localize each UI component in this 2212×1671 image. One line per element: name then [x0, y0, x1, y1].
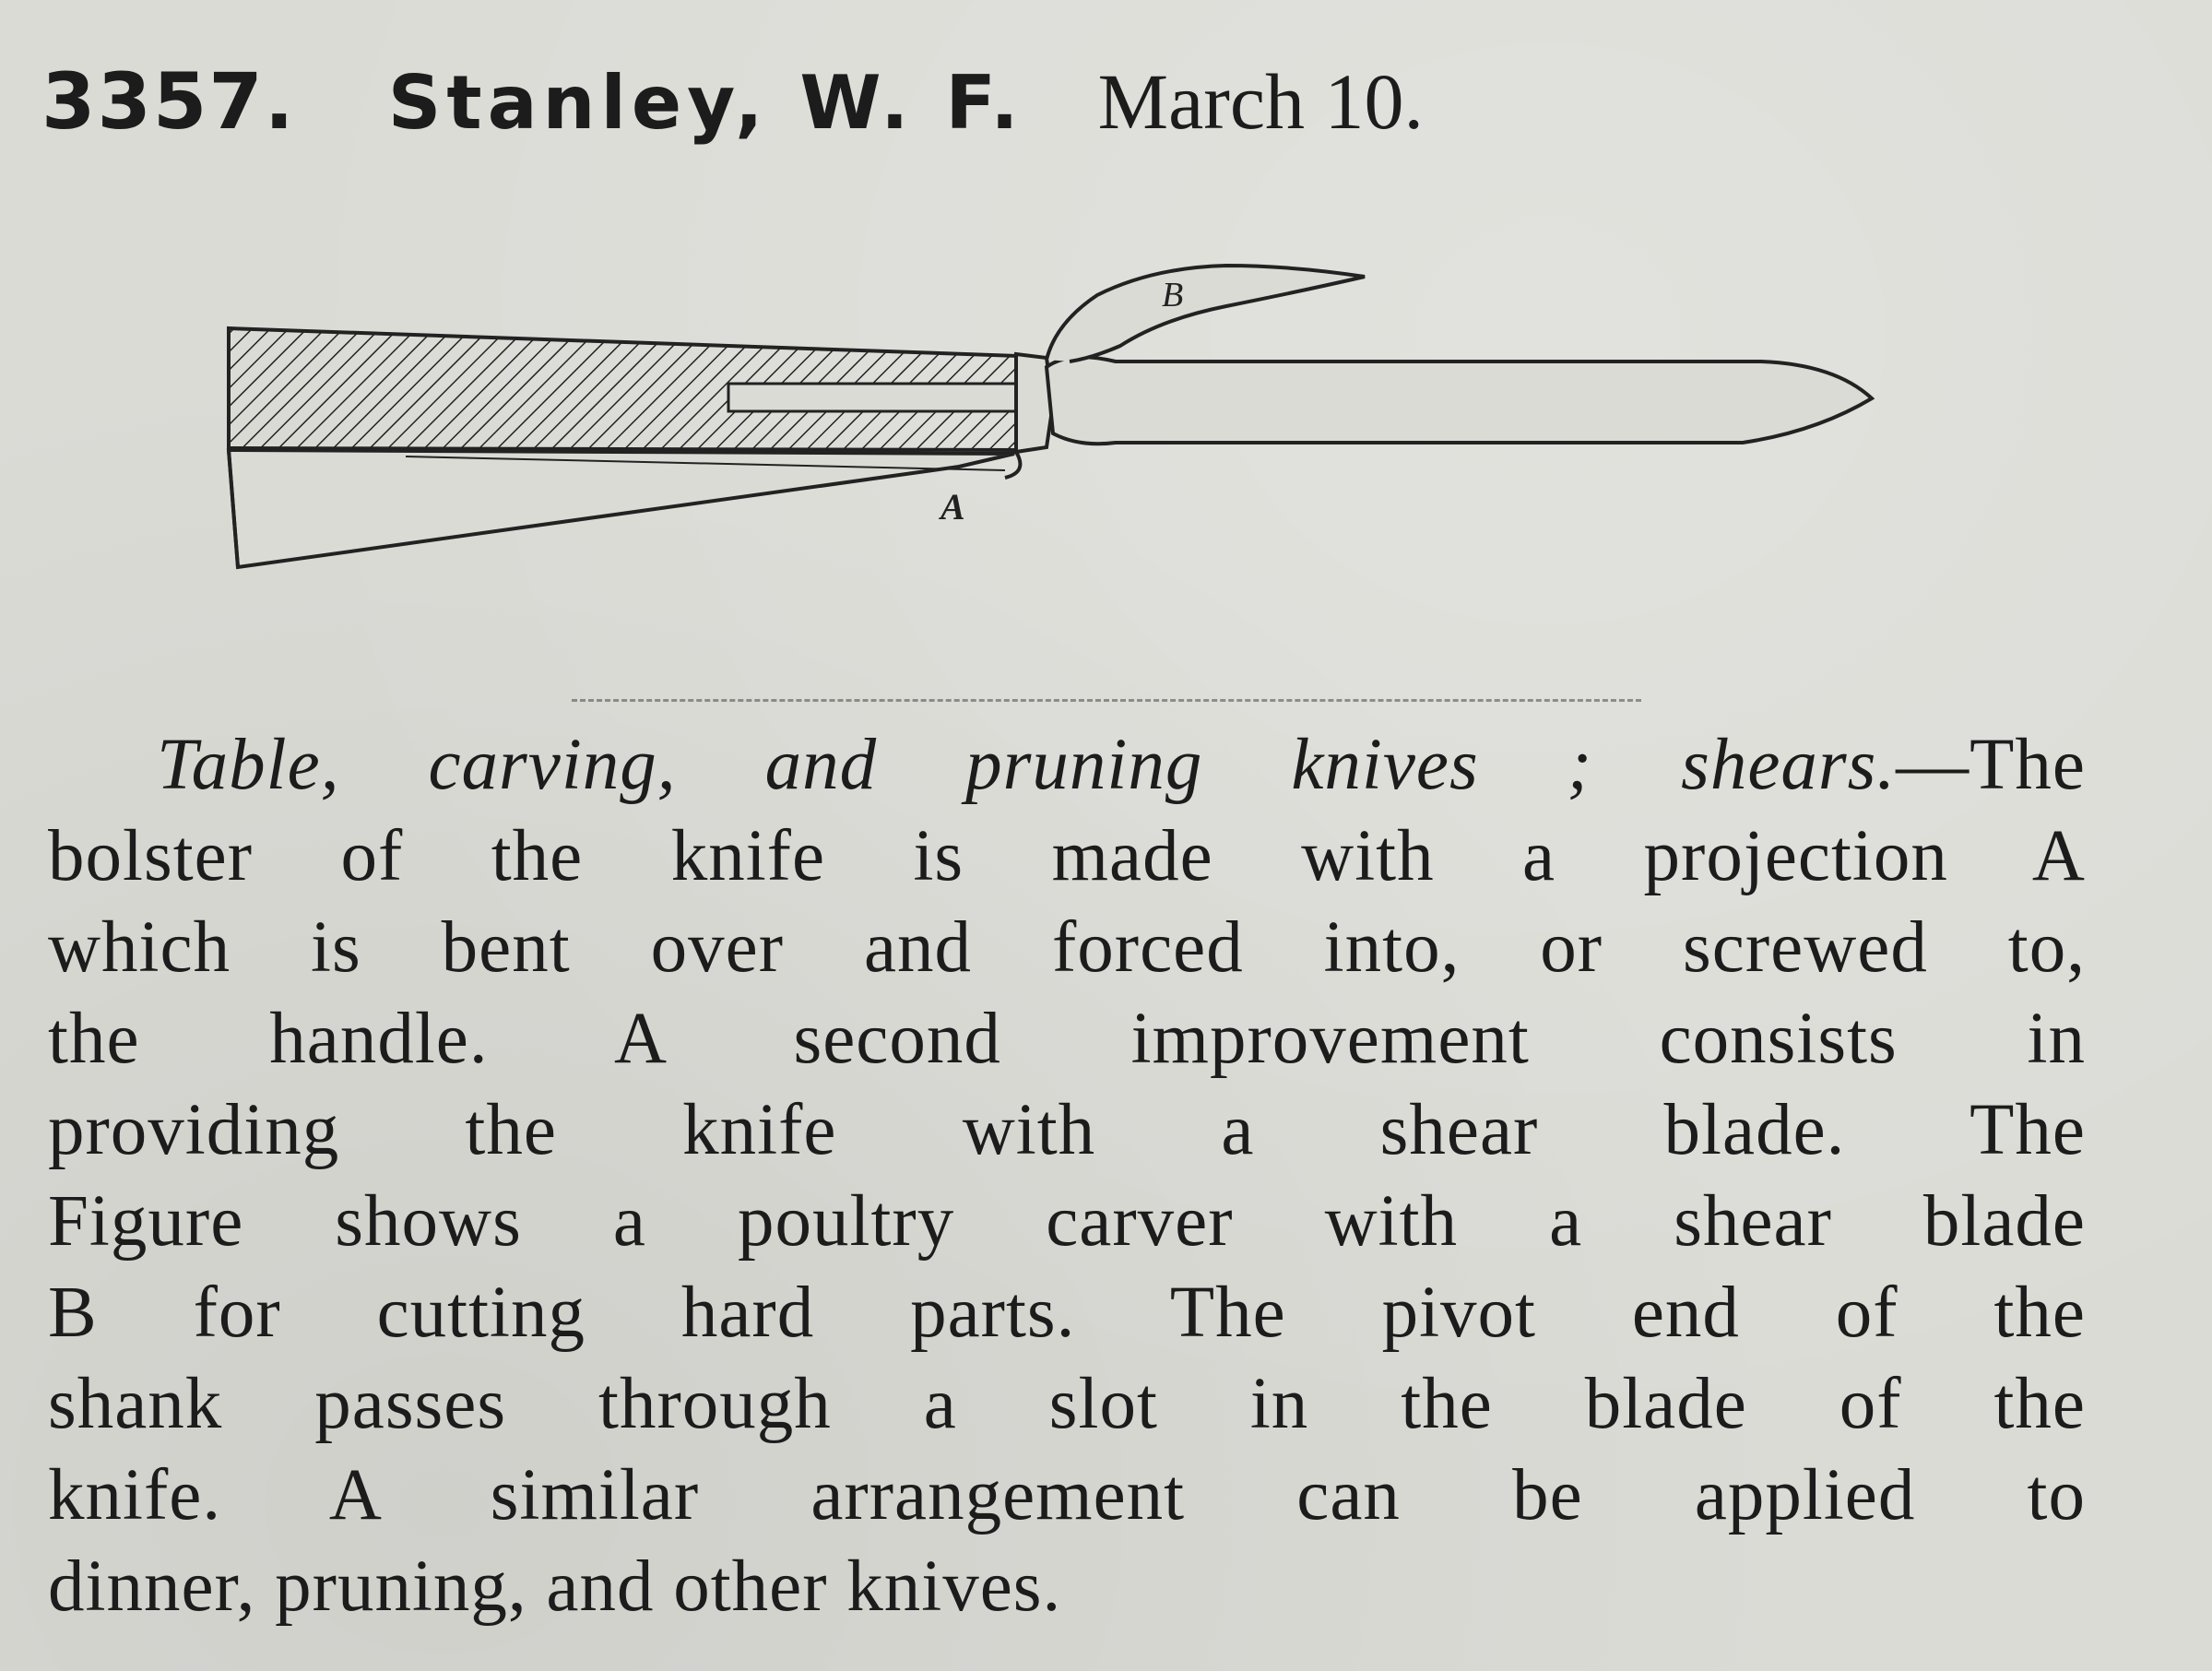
- figure-label-b: B: [1162, 276, 1184, 314]
- patent-header: [41, 55, 1424, 184]
- section-divider: [572, 699, 1641, 702]
- abstract-line-5: providing the knife with a shear blade. The: [48, 1090, 2086, 1170]
- abstract-line-10: dinner, pruning, and other knives.: [48, 1547, 1062, 1627]
- patent-number: 3357.: [41, 56, 296, 147]
- abstract-line-8: shank passes through a slot in the blade of the: [48, 1364, 2086, 1444]
- patentee-name: Stanley, W. F.: [387, 60, 1024, 146]
- abstract-line-2: bolster of the knife is made with a projection A: [48, 816, 2086, 896]
- abstract-line-3: which is bent over and forced into, or screwed to,: [48, 907, 2086, 988]
- abstract-line-6: Figure shows a poultry carver with a shear blade: [48, 1181, 2086, 1262]
- abstract-line-9: knife. A similar arrangement can be applied to: [48, 1455, 2086, 1535]
- abstract-line-7: B for cutting hard parts. The pivot end of the: [48, 1273, 2086, 1353]
- handle-slot: [728, 384, 1037, 411]
- main-blade: [1047, 357, 1872, 444]
- abstract-text: [48, 719, 2086, 1632]
- abstract-title: Table, carving, and pruning knives ; shears.: [157, 725, 1897, 805]
- abstract-dash: —: [1896, 725, 1970, 805]
- figure-label-a: A: [940, 486, 965, 527]
- poultry-carver-illustration: [212, 258, 1890, 590]
- patent-date: March 10.: [1097, 57, 1425, 146]
- shear-blade-b: [1047, 266, 1365, 361]
- abstract-line-4: the handle. A second improvement consists in: [48, 999, 2086, 1079]
- abstract-line-1-text: The: [1970, 725, 2086, 805]
- abstract-line-1: [48, 719, 2086, 811]
